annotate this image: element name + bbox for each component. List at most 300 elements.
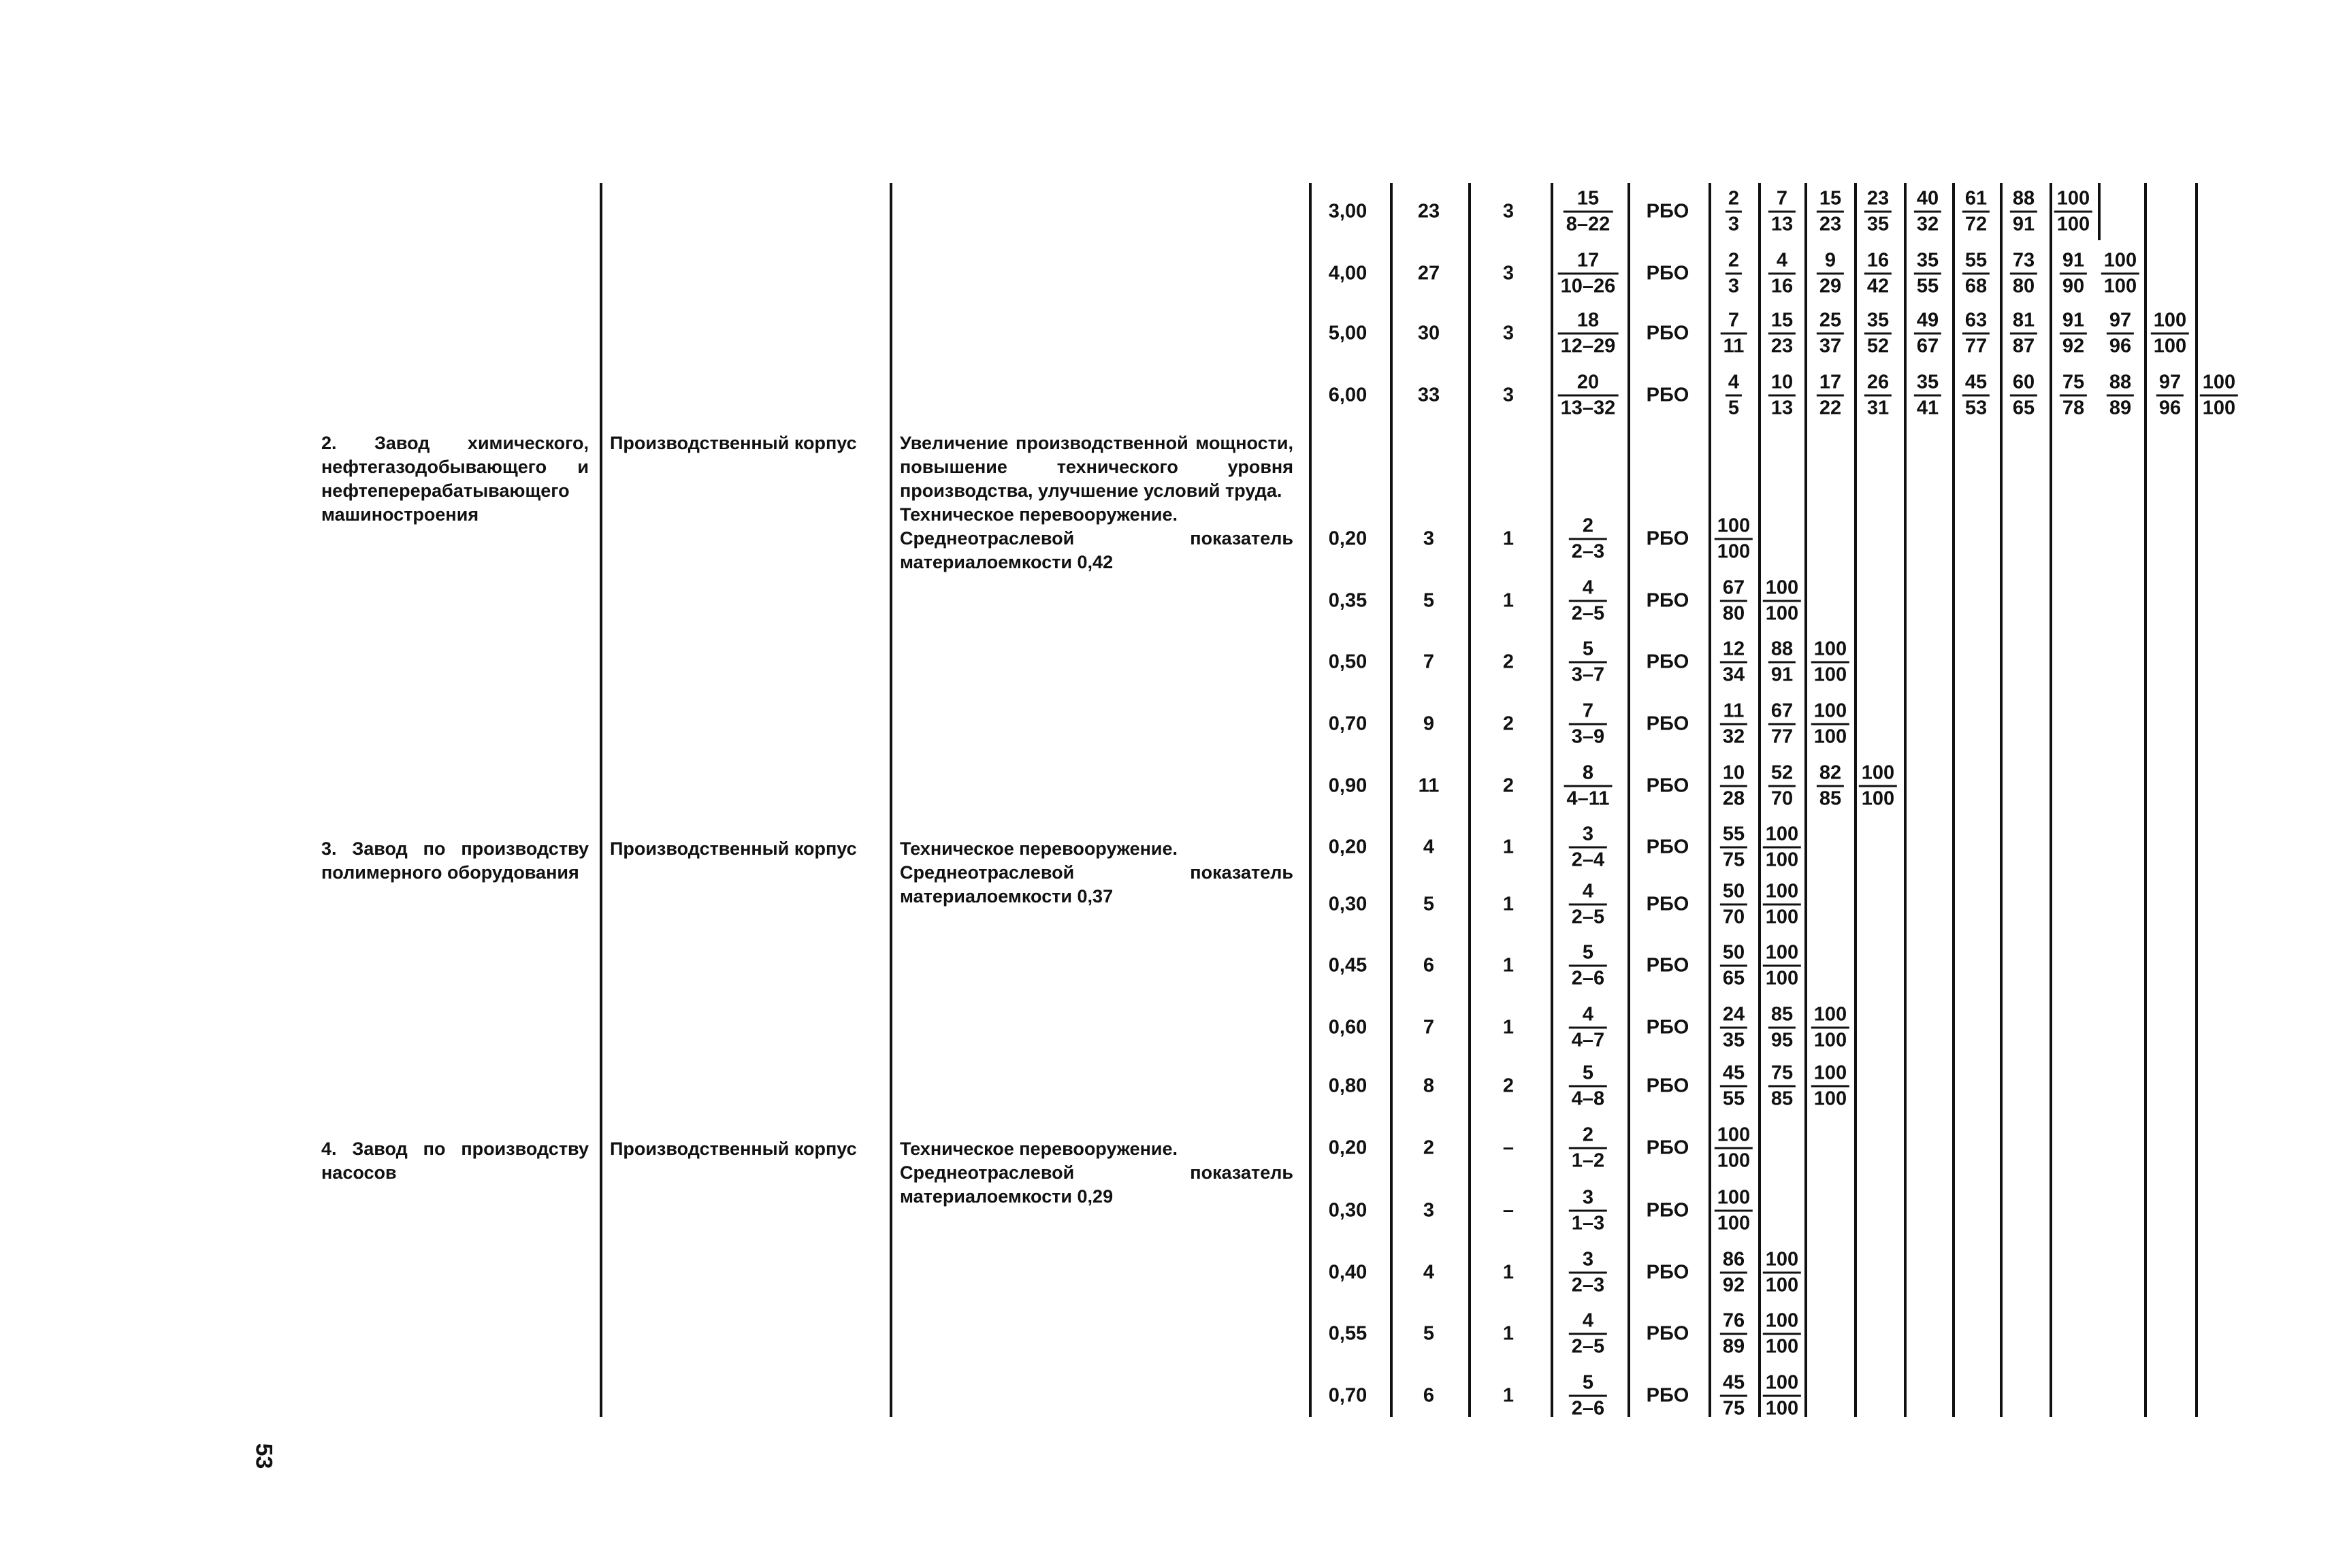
fraction-bar (1720, 785, 1747, 787)
duration-value: 5 (1423, 893, 1435, 915)
fraction-numerator: 50 (1722, 880, 1745, 902)
fraction-denominator: 92 (2062, 335, 2085, 357)
fraction-denominator: 3 (1728, 213, 1740, 235)
fraction-bar (1768, 211, 1796, 213)
fraction-numerator: 17 (1576, 249, 1600, 272)
fraction-numerator: 15 (1819, 187, 1842, 210)
fraction-numerator: 85 (1770, 1003, 1794, 1026)
fraction-bar (1569, 965, 1607, 967)
fraction-bar (1720, 904, 1747, 906)
fraction-bar (1715, 1210, 1753, 1212)
cost-value: 0,55 (1328, 1322, 1367, 1345)
cost-value: 0,50 (1328, 651, 1367, 673)
fraction-numerator: 25 (1819, 309, 1842, 331)
count-value: 1 (1502, 1261, 1515, 1284)
stage-fraction (1817, 310, 1844, 357)
stage-fraction (1763, 578, 1801, 625)
fraction-denominator: 96 (2158, 397, 2182, 419)
stage-fraction (2101, 250, 2139, 297)
stage-fraction (1768, 763, 1796, 810)
fraction-bar (1864, 333, 1892, 335)
fraction-denominator: 72 (1964, 213, 1988, 235)
fraction-bar (1569, 1395, 1607, 1397)
fraction-bar (2010, 333, 2037, 335)
fraction-bar (2060, 273, 2087, 275)
fraction-denominator: 13–32 (1560, 397, 1616, 419)
fraction-denominator: 77 (1770, 725, 1794, 748)
stage-fraction (1768, 189, 1796, 235)
group-description (900, 431, 1293, 574)
fraction-numerator: 10 (1770, 371, 1794, 393)
fraction-denominator: 70 (1770, 787, 1794, 810)
stage-fraction (2060, 372, 2087, 419)
column-rule (1468, 183, 1471, 1417)
stage-fraction (1720, 578, 1747, 625)
fraction-denominator: 23 (1770, 335, 1794, 357)
fraction-numerator: 97 (2158, 371, 2182, 393)
fraction-numerator: 50 (1722, 941, 1745, 964)
stage-fraction (2054, 189, 2092, 235)
fraction-numerator: 16 (1866, 249, 1890, 272)
organization-code: РБО (1646, 384, 1689, 406)
fraction-denominator: 29 (1819, 275, 1842, 297)
duration-fraction (1569, 701, 1607, 748)
cost-value: 0,70 (1328, 713, 1367, 735)
stage-fraction (1914, 189, 1941, 235)
fraction-bar (1811, 1027, 1849, 1029)
stage-fraction (1720, 639, 1747, 686)
fraction-denominator: 35 (1866, 213, 1890, 235)
fraction-numerator: 4 (1582, 1003, 1594, 1026)
fraction-denominator: 87 (2012, 335, 2035, 357)
fraction-bar (1569, 1147, 1607, 1149)
fraction-denominator: 3 (1728, 275, 1740, 297)
organization-code: РБО (1646, 1384, 1689, 1407)
description-line: Среднеотраслевой показатель материалоемкости 0,37 (900, 862, 1293, 906)
duration-fraction (1558, 250, 1619, 297)
stage-fraction (2107, 372, 2134, 419)
fraction-numerator: 100 (2056, 187, 2090, 210)
duration-value: 4 (1423, 836, 1435, 858)
group-name: 3. Завод по производству полимерного оборудования (321, 838, 589, 883)
fraction-numerator: 100 (1717, 1186, 1751, 1209)
fraction-bar (1720, 662, 1747, 664)
fraction-denominator: 2–6 (1571, 1397, 1605, 1420)
fraction-bar (1720, 1027, 1747, 1029)
stage-fraction (1768, 1004, 1796, 1051)
fraction-numerator: 2 (1728, 249, 1740, 272)
fraction-denominator: 53 (1964, 397, 1988, 419)
group-name: 4. Завод по производству насосов (321, 1139, 589, 1183)
fraction-bar (1768, 1027, 1796, 1029)
fraction-denominator: 77 (1964, 335, 1988, 357)
duration-value: 2 (1423, 1137, 1435, 1159)
description-line: Техническое перевооружение. (900, 838, 1178, 859)
cost-value: 0,20 (1328, 836, 1367, 858)
fraction-numerator: 100 (1813, 1003, 1847, 1026)
fraction-numerator: 100 (2153, 309, 2187, 331)
fraction-bar (1768, 333, 1796, 335)
fraction-numerator: 12 (1722, 638, 1745, 660)
fraction-numerator: 88 (2012, 187, 2035, 210)
fraction-denominator: 2–4 (1571, 849, 1605, 871)
stage-fraction (1962, 310, 1990, 357)
column-rule (2144, 183, 2147, 1417)
group-description (900, 1137, 1293, 1209)
count-value: 1 (1502, 893, 1515, 915)
fraction-numerator: 3 (1582, 1248, 1594, 1271)
fraction-denominator: 100 (1765, 1397, 1799, 1420)
stage-fraction (1763, 943, 1801, 990)
stage-fraction (1864, 189, 1892, 235)
fraction-bar (1720, 1395, 1747, 1397)
column-rule (1708, 183, 1711, 1417)
fraction-numerator: 3 (1582, 823, 1594, 845)
duration-value: 33 (1417, 384, 1440, 406)
fraction-denominator: 4–11 (1566, 787, 1610, 810)
stage-fraction (2151, 310, 2189, 357)
duration-value: 3 (1423, 527, 1435, 550)
stage-fraction (1864, 310, 1892, 357)
fraction-bar (1569, 1085, 1607, 1088)
fraction-numerator: 100 (1765, 1248, 1799, 1271)
fraction-bar (1763, 847, 1801, 849)
fraction-bar (1720, 1085, 1747, 1088)
fraction-denominator: 65 (2012, 397, 2035, 419)
fraction-numerator: 100 (1717, 1124, 1751, 1146)
fraction-numerator: 15 (1770, 309, 1794, 331)
stage-fraction (1768, 250, 1796, 297)
fraction-denominator: 4–8 (1571, 1088, 1605, 1110)
fraction-numerator: 63 (1964, 309, 1988, 331)
count-value: 3 (1502, 322, 1515, 344)
fraction-numerator: 7 (1728, 309, 1740, 331)
fraction-denominator: 12–29 (1560, 335, 1616, 357)
stage-fraction (1864, 250, 1892, 297)
fraction-numerator: 67 (1770, 700, 1794, 722)
fraction-numerator: 4 (1582, 880, 1594, 902)
duration-fraction (1558, 372, 1619, 419)
description-line: Техническое перевооружение. (900, 1139, 1178, 1159)
fraction-numerator: 4 (1582, 576, 1594, 599)
stage-fraction (1715, 1125, 1753, 1172)
duration-fraction (1569, 824, 1607, 871)
group-name: 2. Завод химического, нефтегазодобывающего и нефтеперерабатывающего машиностроения (321, 433, 589, 525)
fraction-bar (2010, 211, 2037, 213)
fraction-denominator: 3–7 (1571, 664, 1605, 686)
stage-fraction (2010, 372, 2037, 419)
fraction-bar (1720, 600, 1747, 602)
building-type: Производственный корпус (610, 1139, 857, 1159)
fraction-denominator: 42 (1866, 275, 1890, 297)
fraction-bar (1914, 395, 1941, 397)
stage-fraction (1914, 372, 1941, 419)
stage-fraction (1864, 372, 1892, 419)
stage-fraction (1720, 881, 1747, 928)
duration-value: 30 (1417, 322, 1440, 344)
fraction-numerator: 4 (1582, 1309, 1594, 1332)
organization-code: РБО (1646, 893, 1689, 915)
fraction-numerator: 100 (1765, 1371, 1799, 1394)
fraction-denominator: 100 (1765, 1274, 1799, 1296)
stage-fraction (1768, 1063, 1796, 1110)
fraction-bar (1768, 1085, 1796, 1088)
fraction-bar (1763, 965, 1801, 967)
fraction-denominator: 3–9 (1571, 725, 1605, 748)
count-value: 1 (1502, 1322, 1515, 1345)
column-rule (1627, 183, 1630, 1417)
fraction-numerator: 45 (1722, 1371, 1745, 1394)
fraction-numerator: 2 (1582, 1124, 1594, 1146)
fraction-numerator: 76 (1722, 1309, 1745, 1332)
fraction-bar (2054, 211, 2092, 213)
fraction-bar (1558, 273, 1619, 275)
fraction-bar (1569, 600, 1607, 602)
organization-code: РБО (1646, 713, 1689, 735)
fraction-bar (1864, 395, 1892, 397)
fraction-bar (2101, 273, 2139, 275)
fraction-denominator: 95 (1770, 1029, 1794, 1051)
fraction-denominator: 13 (1770, 397, 1794, 419)
fraction-denominator: 67 (1916, 335, 1939, 357)
fraction-bar (1726, 273, 1742, 275)
column-rule (600, 183, 602, 1417)
fraction-bar (1715, 1147, 1753, 1149)
duration-fraction (1569, 639, 1607, 686)
fraction-bar (1811, 662, 1849, 664)
fraction-numerator: 55 (1964, 249, 1988, 272)
fraction-denominator: 100 (2103, 275, 2137, 297)
stage-fraction (1763, 1250, 1801, 1296)
duration-value: 6 (1423, 954, 1435, 977)
fraction-denominator: 28 (1722, 787, 1745, 810)
fraction-numerator: 86 (1722, 1248, 1745, 1271)
fraction-bar (1962, 273, 1990, 275)
organization-code: РБО (1646, 1016, 1689, 1039)
stage-fraction (1768, 639, 1796, 686)
fraction-bar (2060, 333, 2087, 335)
fraction-bar (2151, 333, 2189, 335)
fraction-denominator: 37 (1819, 335, 1842, 357)
stage-fraction (1763, 824, 1801, 871)
fraction-denominator: 100 (1765, 849, 1799, 871)
duration-fraction (1569, 516, 1607, 563)
fraction-denominator: 91 (1770, 664, 1794, 686)
stage-fraction (1715, 516, 1753, 563)
fraction-numerator: 91 (2062, 309, 2085, 331)
stage-fraction (2010, 310, 2037, 357)
description-line: Среднеотраслевой показатель материалоемкости 0,29 (900, 1162, 1293, 1207)
fraction-denominator: 90 (2062, 275, 2085, 297)
column-rule (1758, 183, 1761, 1417)
fraction-denominator: 92 (1722, 1274, 1745, 1296)
fraction-numerator: 88 (2109, 371, 2132, 393)
fraction-numerator: 45 (1722, 1062, 1745, 1084)
fraction-numerator: 73 (2012, 249, 2035, 272)
stage-fraction (1720, 1311, 1747, 1358)
fraction-denominator: 41 (1916, 397, 1939, 419)
fraction-denominator: 55 (1722, 1088, 1745, 1110)
column-rule (1804, 183, 1807, 1417)
count-value: 1 (1502, 836, 1515, 858)
fraction-bar (1569, 1210, 1607, 1212)
fraction-denominator: 16 (1770, 275, 1794, 297)
cost-value: 4,00 (1328, 262, 1367, 284)
stage-fraction (1811, 1063, 1849, 1110)
fraction-numerator: 60 (2012, 371, 2035, 393)
count-value: 1 (1502, 954, 1515, 977)
organization-code: РБО (1646, 774, 1689, 797)
fraction-denominator: 2–6 (1571, 967, 1605, 990)
fraction-numerator: 75 (1770, 1062, 1794, 1084)
fraction-bar (1817, 785, 1844, 787)
column-rule (1551, 183, 1553, 1417)
duration-value: 7 (1423, 1016, 1435, 1039)
fraction-denominator: 32 (1916, 213, 1939, 235)
fraction-bar (1569, 1333, 1607, 1335)
fraction-numerator: 40 (1916, 187, 1939, 210)
fraction-bar (1811, 723, 1849, 725)
fraction-denominator: 100 (2202, 397, 2236, 419)
duration-fraction (1569, 881, 1607, 928)
fraction-numerator: 100 (1765, 1309, 1799, 1332)
fraction-numerator: 4 (1728, 371, 1740, 393)
cost-value: 0,90 (1328, 774, 1367, 797)
count-value: 2 (1502, 1075, 1515, 1097)
fraction-denominator: 89 (2109, 397, 2132, 419)
organization-code: РБО (1646, 200, 1689, 223)
fraction-numerator: 100 (1765, 576, 1799, 599)
fraction-numerator: 8 (1582, 762, 1594, 784)
fraction-denominator: 8–22 (1566, 213, 1610, 235)
count-value: 1 (1502, 1016, 1515, 1039)
fraction-denominator: 100 (1813, 725, 1847, 748)
stage-fraction (1817, 763, 1844, 810)
fraction-denominator: 85 (1770, 1088, 1794, 1110)
fraction-numerator: 100 (1717, 514, 1751, 537)
duration-fraction (1569, 1063, 1607, 1110)
fraction-denominator: 100 (1717, 1149, 1751, 1172)
duration-fraction (1558, 310, 1619, 357)
duration-fraction (1564, 189, 1613, 235)
duration-fraction (1569, 1373, 1607, 1420)
fraction-denominator: 100 (1717, 540, 1751, 563)
fraction-bar (2010, 395, 2037, 397)
column-rule (1904, 183, 1907, 1417)
fraction-bar (1720, 1333, 1747, 1335)
fraction-bar (1558, 333, 1619, 335)
stage-fraction (2010, 250, 2037, 297)
cost-value: 0,20 (1328, 1137, 1367, 1159)
organization-code: РБО (1646, 836, 1689, 858)
fraction-numerator: 5 (1582, 941, 1594, 964)
group-description (900, 837, 1293, 909)
fraction-bar (1763, 904, 1801, 906)
stage-fraction (1962, 372, 1990, 419)
count-value: 3 (1502, 384, 1515, 406)
fraction-numerator: 55 (1722, 823, 1745, 845)
count-value: 1 (1502, 527, 1515, 550)
fraction-denominator: 2–5 (1571, 602, 1605, 625)
column-rule (890, 183, 892, 1417)
stage-fraction (1726, 189, 1742, 235)
fraction-numerator: 100 (1765, 880, 1799, 902)
fraction-bar (1569, 1027, 1607, 1029)
stage-fraction (1721, 310, 1747, 357)
fraction-numerator: 88 (1770, 638, 1794, 660)
column-rule (2050, 183, 2052, 1417)
fraction-bar (1569, 847, 1607, 849)
stage-fraction (1763, 881, 1801, 928)
duration-fraction (1569, 1188, 1607, 1235)
fraction-denominator: 65 (1722, 967, 1745, 990)
stage-fraction (1817, 189, 1844, 235)
stage-fraction (1763, 1311, 1801, 1358)
fraction-bar (1569, 662, 1607, 664)
fraction-numerator: 75 (2062, 371, 2085, 393)
duration-fraction (1569, 1004, 1607, 1051)
column-rule (1952, 183, 1955, 1417)
fraction-bar (1817, 273, 1844, 275)
fraction-bar (1569, 904, 1607, 906)
fraction-denominator: 100 (1765, 967, 1799, 990)
duration-fraction (1569, 1311, 1607, 1358)
duration-value: 11 (1418, 774, 1440, 797)
stage-fraction (1811, 1004, 1849, 1051)
stage-fraction (1726, 250, 1742, 297)
fraction-bar (1811, 1085, 1849, 1088)
stage-fraction (2010, 189, 2037, 235)
fraction-numerator: 9 (1824, 249, 1836, 272)
stage-fraction (1720, 1250, 1747, 1296)
cost-value: 0,30 (1328, 1199, 1367, 1222)
column-rule (1854, 183, 1857, 1417)
stage-fraction (1720, 1373, 1747, 1420)
count-value: – (1502, 1199, 1515, 1222)
building-type: Производственный корпус (610, 838, 857, 859)
fraction-denominator: 80 (1722, 602, 1745, 625)
fraction-numerator: 49 (1916, 309, 1939, 331)
fraction-numerator: 100 (1813, 1062, 1847, 1084)
fraction-numerator: 100 (2103, 249, 2137, 272)
fraction-bar (2107, 333, 2134, 335)
duration-value: 27 (1417, 262, 1440, 284)
fraction-numerator: 20 (1576, 371, 1600, 393)
fraction-bar (1721, 333, 1747, 335)
fraction-bar (1726, 395, 1742, 397)
fraction-denominator: 100 (2056, 213, 2090, 235)
cost-value: 0,20 (1328, 527, 1367, 550)
fraction-numerator: 100 (1813, 700, 1847, 722)
fraction-numerator: 5 (1582, 638, 1594, 660)
fraction-bar (1720, 723, 1747, 725)
fraction-numerator: 18 (1576, 309, 1600, 331)
fraction-denominator: 91 (2012, 213, 2035, 235)
stage-fraction (2107, 310, 2134, 357)
fraction-bar (1763, 1395, 1801, 1397)
fraction-numerator: 24 (1722, 1003, 1745, 1026)
fraction-bar (1564, 785, 1613, 787)
stage-fraction (1720, 1063, 1747, 1110)
count-value: 2 (1502, 713, 1515, 735)
count-value: 1 (1502, 589, 1515, 612)
fraction-bar (1569, 1272, 1607, 1274)
fraction-denominator: 89 (1722, 1335, 1745, 1358)
duration-value: 6 (1423, 1384, 1435, 1407)
stage-fraction (1720, 763, 1747, 810)
fraction-numerator: 5 (1582, 1062, 1594, 1084)
fraction-bar (2200, 395, 2238, 397)
